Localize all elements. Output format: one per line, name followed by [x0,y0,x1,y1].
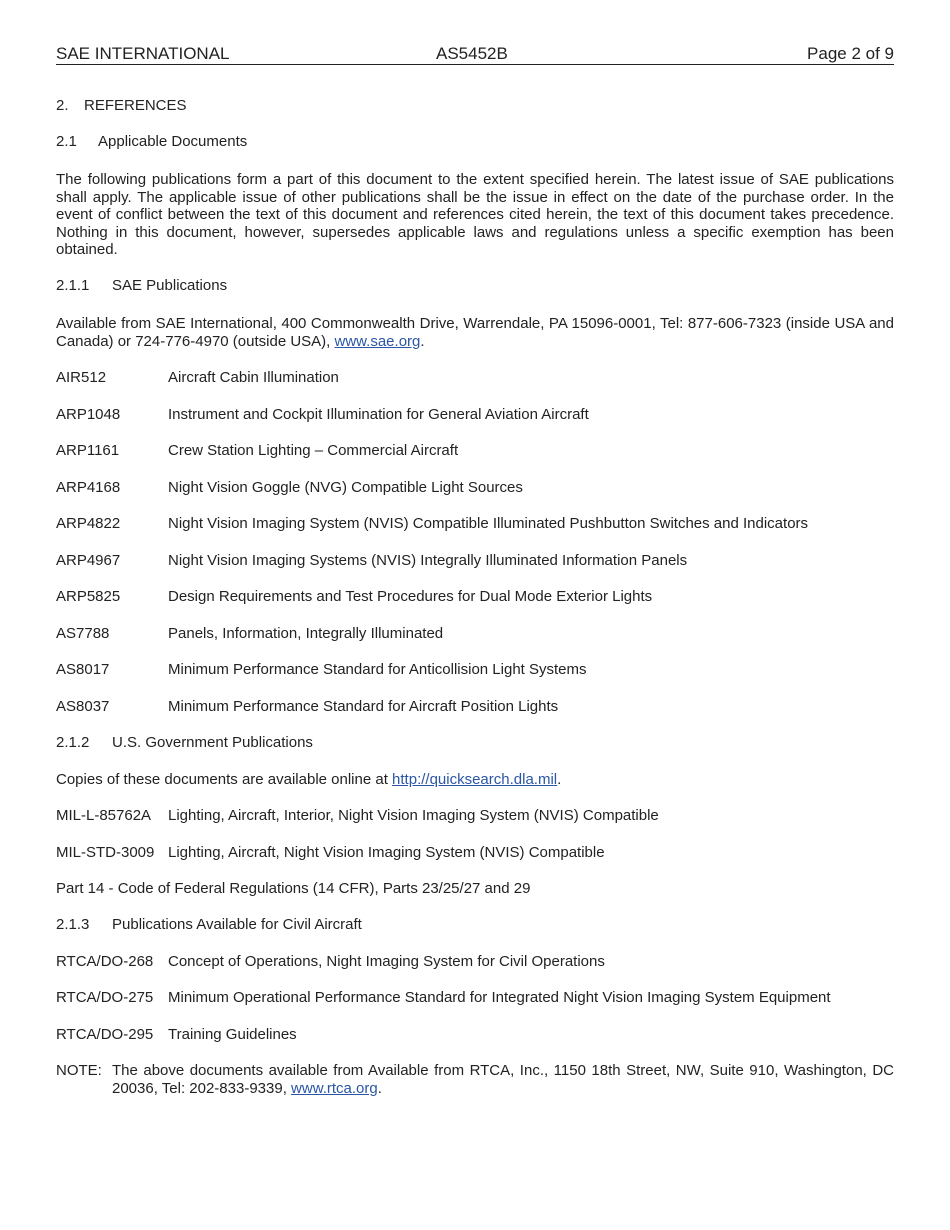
doc-code: MIL-STD-3009 [56,844,155,861]
section-title: Publications Available for Civil Aircraft [112,916,362,933]
doc-title: Minimum Performance Standard for Anticollision Light Systems [168,661,587,678]
header-page-number: Page 2 of 9 [807,44,894,63]
section-heading-government-publications [56,734,313,752]
note-label: NOTE: [56,1062,102,1079]
section-number: 2. [56,97,69,114]
doc-title: Lighting, Aircraft, Night Vision Imaging System (NVIS) Compatible [168,844,605,861]
doc-title: Design Requirements and Test Procedures for Dual Mode Exterior Lights [168,588,653,605]
doc-title: Night Vision Goggle (NVG) Compatible Light Sources [168,479,523,496]
note-body: The above documents available from Available from RTCA, Inc., 1150 18th Street, NW, Suite 910, Washington, DC 20036, Tel: 202-833-9339, [112,1062,894,1097]
section-heading-civil-aircraft-publications [56,916,362,934]
doc-title: Concept of Operations, Night Imaging System for Civil Operations [168,953,605,970]
section-heading-applicable-documents [56,133,247,151]
section-number: 2.1.1 [56,277,90,294]
doc-code: ARP5825 [56,588,121,605]
doc-code: AS8017 [56,661,110,678]
sae-website-link[interactable]: www.sae.org [334,332,421,350]
doc-code: AS8037 [56,698,110,715]
section-heading-sae-publications [56,277,227,295]
section-title: U.S. Government Publications [112,734,313,751]
section-number: 2.1 [56,133,77,150]
rtca-website-link[interactable]: www.rtca.org [291,1080,378,1097]
doc-title: Lighting, Aircraft, Interior, Night Vision Imaging System (NVIS) Compatible [168,807,659,824]
note-end: . [377,1080,382,1097]
doc-code: AS7788 [56,625,110,642]
note-text [112,1062,894,1098]
section-heading-references [56,97,187,115]
section-title: Applicable Documents [98,133,248,150]
doc-title: Training Guidelines [168,1026,297,1043]
sae-availability-end: . [420,332,425,350]
government-copies-end: . [557,771,562,788]
doc-title: Aircraft Cabin Illumination [168,369,339,386]
doc-title: Panels, Information, Integrally Illuminated [168,625,444,642]
doc-title: Instrument and Cockpit Illumination for General Aviation Aircraft [168,406,589,423]
doc-code: RTCA/DO-295 [56,1026,154,1043]
sae-availability-text: Available from SAE International, 400 Commonwealth Drive, Warrendale, PA 15096-0001, Tel: 877-606-7323 (inside USA and Canada) or 724-776-4970 (outside USA), [56,315,894,350]
government-copies-line [56,771,561,789]
doc-title: Crew Station Lighting – Commercial Aircraft [168,442,459,459]
page-header [56,44,894,65]
doc-code: AIR512 [56,369,107,386]
government-copies-text: Copies of these documents are available online at [56,771,393,788]
header-organization: SAE INTERNATIONAL [56,44,230,63]
doc-title: Minimum Operational Performance Standard for Integrated Night Vision Imaging System Equipment [168,989,831,1006]
doc-code: ARP1048 [56,406,121,423]
doc-title: Night Vision Imaging System (NVIS) Compatible Illuminated Pushbutton Switches and Indicators [168,515,809,532]
doc-title: Minimum Performance Standard for Aircraft Position Lights [168,698,559,715]
doc-code: RTCA/DO-268 [56,953,154,970]
doc-code: MIL-L-85762A [56,807,152,824]
applicable-documents-paragraph: The following publications form a part of this document to the extent specified herein. The latest issue of SAE publications shall apply. The applicable issue of other publications shall be the issue in effect on the date of the purchase order. In the event of conflict between the text of this document and references cited herein, the text of this document takes precedence. Nothing in this document, however, supersedes applicable laws and regulations unless a specific exemption has been obtained. [56,171,894,259]
section-title: SAE Publications [112,277,228,294]
doc-code: RTCA/DO-275 [56,989,154,1006]
doc-code: ARP4967 [56,552,121,569]
cfr-reference-line: Part 14 - Code of Federal Regulations (14 CFR), Parts 23/25/27 and 29 [56,880,531,897]
section-number: 2.1.2 [56,734,90,751]
section-number: 2.1.3 [56,916,90,933]
section-title: REFERENCES [84,97,187,114]
sae-availability-paragraph [56,315,894,350]
doc-code: ARP4822 [56,515,121,532]
quicksearch-link[interactable]: http://quicksearch.dla.mil [392,771,558,788]
doc-title: Night Vision Imaging Systems (NVIS) Integrally Illuminated Information Panels [168,552,688,569]
doc-code: ARP4168 [56,479,121,496]
header-document-number: AS5452B [436,44,508,63]
doc-code: ARP1161 [56,442,120,459]
